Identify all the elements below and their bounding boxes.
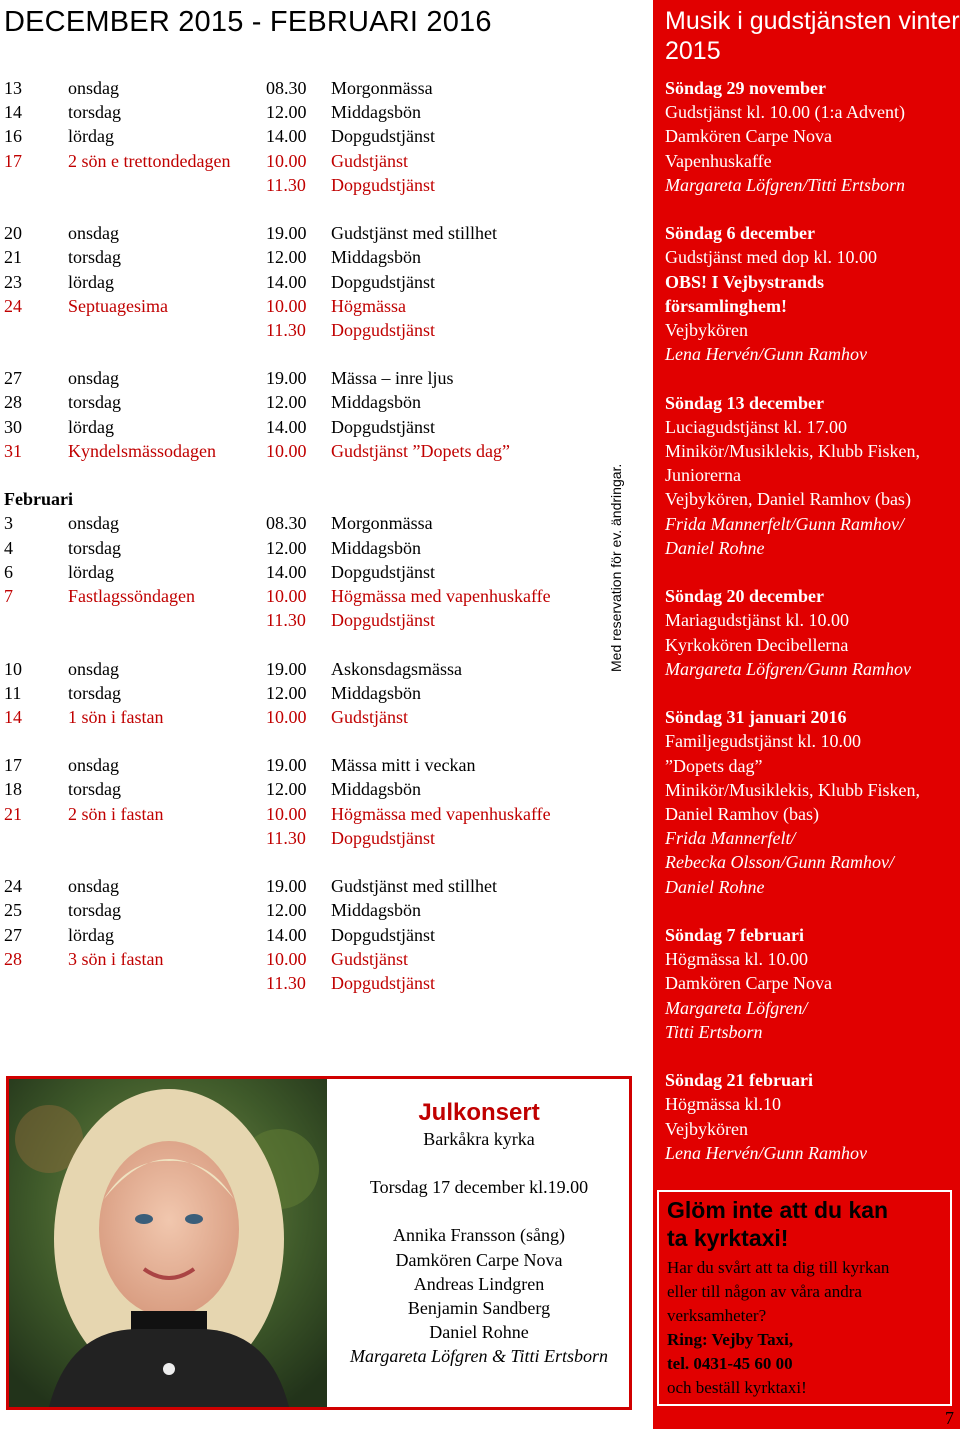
schedule-day-name: lördag — [68, 416, 114, 437]
sidebar-services — [653, 68, 960, 1165]
schedule-event: Gudstjänst — [331, 150, 409, 171]
schedule-row — [4, 511, 644, 535]
schedule-event: Dopgudstjänst — [331, 416, 436, 437]
schedule-time: 08.30 — [266, 513, 307, 534]
schedule-day: 18 — [4, 779, 22, 800]
schedule-row — [4, 826, 644, 850]
schedule-day: 28 — [4, 392, 22, 413]
schedule-day: 21 — [4, 803, 22, 824]
page-number: 7 — [945, 1408, 954, 1428]
schedule-time: 19.00 — [266, 658, 307, 679]
schedule-row — [4, 318, 644, 342]
schedule-row — [4, 294, 644, 318]
schedule-event: Middagsbön — [331, 900, 421, 921]
schedule-day: 17 — [4, 150, 22, 171]
service-detail: Lena Hervén/Gunn Ramhov — [665, 344, 867, 365]
taxi-heading: ta kyrktaxi! — [667, 1225, 789, 1251]
schedule-row — [4, 439, 644, 463]
taxi-text: verksamheter? — [667, 1306, 767, 1325]
schedule-time: 12.00 — [266, 682, 307, 703]
schedule-day: 14 — [4, 102, 22, 123]
concert-info — [329, 1079, 629, 1369]
performer: Annika Fransson (sång) — [393, 1225, 565, 1246]
service-detail: Frida Mannerfelt/ — [665, 828, 796, 849]
schedule-row — [4, 608, 644, 632]
schedule-day: 21 — [4, 247, 22, 268]
service-detail: Vapenhuskaffe — [665, 150, 772, 171]
singer-photo — [9, 1079, 327, 1407]
schedule-event: Dopgudstjänst — [331, 827, 436, 848]
service-detail: Rebecka Olsson/Gunn Ramhov/ — [665, 852, 894, 873]
schedule-time: 14.00 — [266, 924, 307, 945]
schedule-day-name: onsdag — [68, 78, 119, 98]
service-detail: Högmässa kl. 10.00 — [665, 949, 808, 970]
schedule-event: Gudstjänst — [331, 706, 409, 727]
schedule-day: 10 — [4, 658, 22, 679]
service-block — [665, 1068, 960, 1165]
schedule-event: Högmässa med vapenhuskaffe — [331, 803, 551, 824]
schedule-row — [4, 971, 644, 995]
service-detail: Margareta Löfgren/Gunn Ramhov — [665, 658, 911, 679]
schedule-row — [4, 173, 644, 197]
service-detail: ”Dopets dag” — [665, 755, 763, 776]
concert-time: Torsdag 17 december kl.19.00 — [369, 1177, 589, 1198]
schedule-event: Mässa – inre ljus — [331, 368, 454, 389]
schedule-day-name: Kyndelsmässodagen — [68, 440, 216, 461]
schedule-row — [4, 536, 644, 560]
schedule-event: Dopgudstjänst — [331, 610, 436, 631]
schedule-time: 12.00 — [266, 900, 307, 921]
schedule-row — [4, 923, 644, 947]
schedule-time: 11.30 — [266, 174, 306, 195]
schedule-time: 10.00 — [266, 585, 307, 606]
schedule-event: Dopgudstjänst — [331, 271, 436, 292]
schedule-day: 16 — [4, 126, 22, 147]
schedule-day: 25 — [4, 900, 22, 921]
service-block — [665, 76, 960, 197]
concert-venue: Barkåkra kyrka — [423, 1129, 535, 1149]
schedule-day-name: lördag — [68, 271, 114, 292]
taxi-box — [657, 1190, 952, 1406]
service-date: församlinghem! — [665, 295, 787, 316]
schedule-day: 6 — [4, 561, 13, 582]
schedule-day-name: lördag — [68, 126, 114, 147]
schedule-time: 19.00 — [266, 755, 307, 776]
schedule-day-name: onsdag — [68, 755, 119, 776]
schedule-day-name: Fastlagssöndagen — [68, 585, 195, 606]
schedule-event: Morgonmässa — [331, 78, 433, 98]
service-detail: Lena Hervén/Gunn Ramhov — [665, 1142, 867, 1163]
schedule-event: Gudstjänst — [331, 948, 409, 969]
schedule-event: Askonsdagsmässa — [331, 658, 462, 679]
service-detail: Juniorerna — [665, 465, 741, 486]
schedule-row — [4, 898, 644, 922]
service-detail: Familjegudstjänst kl. 10.00 — [665, 731, 861, 752]
taxi-text: och beställ kyrktaxi! — [667, 1378, 807, 1397]
service-detail: Gudstjänst med dop kl. 10.00 — [665, 247, 877, 268]
schedule-day: 27 — [4, 368, 22, 389]
schedule-day: 3 — [4, 513, 13, 534]
schedule-event: Gudstjänst ”Dopets dag” — [331, 440, 510, 461]
schedule-day-name: 1 sön i fastan — [68, 706, 164, 727]
concert-credit: Margareta Löfgren & Titti Ertsborn — [349, 1346, 609, 1367]
concert-box — [6, 1076, 632, 1410]
schedule-day: 28 — [4, 948, 22, 969]
schedule-day-name: torsdag — [68, 900, 121, 921]
schedule-row — [4, 366, 644, 390]
sidebar-heading: Musik i gudstjänsten vinter 2015 — [665, 7, 960, 65]
schedule-row — [4, 560, 644, 584]
schedule-row — [4, 221, 644, 245]
schedule-time: 10.00 — [266, 295, 307, 316]
service-block — [665, 391, 960, 560]
schedule-day: 17 — [4, 755, 22, 776]
schedule-event: Middagsbön — [331, 247, 421, 268]
service-detail: Margareta Löfgren/ — [665, 997, 808, 1018]
schedule-day: 30 — [4, 416, 22, 437]
schedule-row — [4, 270, 644, 294]
service-block — [665, 923, 960, 1044]
service-detail: Vejbykören — [665, 320, 748, 341]
schedule-day-name: onsdag — [68, 368, 119, 389]
schedule-time: 19.00 — [266, 223, 307, 244]
performer: Damkören Carpe Nova — [395, 1249, 563, 1270]
schedule-time: 14.00 — [266, 271, 307, 292]
service-detail: Daniel Rohne — [665, 876, 765, 897]
service-detail: Daniel Rohne — [665, 537, 765, 558]
schedule-time: 11.30 — [266, 827, 306, 848]
schedule-row — [4, 124, 644, 148]
schedule-row — [4, 657, 644, 681]
schedule-row — [4, 874, 644, 898]
schedule-row — [4, 245, 644, 269]
service-detail: Mariagudstjänst kl. 10.00 — [665, 610, 849, 631]
schedule-row — [4, 705, 644, 729]
service-detail: Damkören Carpe Nova — [665, 126, 832, 147]
schedule-day-name: torsdag — [68, 682, 121, 703]
schedule-event: Dopgudstjänst — [331, 126, 436, 147]
service-date: Söndag 6 december — [665, 223, 815, 244]
service-date: OBS! I Vejbystrands — [665, 271, 825, 292]
service-detail: Vejbykören — [665, 1118, 748, 1139]
schedule-time: 19.00 — [266, 876, 307, 897]
schedule-row — [4, 415, 644, 439]
schedule-day-name: Septuagesima — [68, 295, 168, 316]
schedule-row — [4, 802, 644, 826]
schedule-day: 31 — [4, 440, 22, 461]
schedule-day: 23 — [4, 271, 22, 292]
reservation-note: Med reservation för ev. ändringar. — [608, 463, 624, 672]
service-date: Söndag 20 december — [665, 586, 824, 607]
schedule-day-name: torsdag — [68, 779, 121, 800]
schedule-event: Dopgudstjänst — [331, 924, 436, 945]
month-heading: Februari — [4, 489, 73, 510]
taxi-text: eller till någon av våra andra — [667, 1282, 862, 1301]
schedule-event: Morgonmässa — [331, 513, 433, 534]
service-detail: Margareta Löfgren/Titti Ertsborn — [665, 174, 906, 195]
schedule-time: 10.00 — [266, 803, 307, 824]
schedule-row — [4, 390, 644, 414]
schedule-day: 11 — [4, 682, 22, 703]
schedule-time: 10.00 — [266, 150, 307, 171]
taxi-text: Har du svårt att ta dig till kyrkan — [667, 1258, 890, 1277]
schedule-day: 14 — [4, 706, 22, 727]
schedule-time: 11.30 — [266, 972, 306, 993]
schedule-day-name: torsdag — [68, 102, 121, 123]
schedule-list — [4, 76, 644, 995]
schedule-day: 13 — [4, 78, 22, 98]
schedule-event: Dopgudstjänst — [331, 174, 436, 195]
schedule-event: Middagsbön — [331, 682, 421, 703]
schedule-row — [4, 947, 644, 971]
schedule-event: Gudstjänst med stillhet — [331, 223, 497, 244]
service-detail: Högmässa kl.10 — [665, 1094, 781, 1115]
schedule-event: Mässa mitt i veckan — [331, 755, 476, 776]
schedule-day-name: torsdag — [68, 392, 121, 413]
service-date: Söndag 31 januari 2016 — [665, 707, 847, 728]
schedule-event: Högmässa med vapenhuskaffe — [331, 585, 551, 606]
schedule-time: 12.00 — [266, 537, 307, 558]
schedule-time: 10.00 — [266, 706, 307, 727]
schedule-event: Dopgudstjänst — [331, 319, 436, 340]
schedule-row — [4, 76, 644, 100]
service-date: Söndag 7 februari — [665, 925, 805, 946]
schedule-day-name: 2 sön e trettondedagen — [68, 150, 231, 171]
performer: Daniel Rohne — [429, 1322, 529, 1343]
schedule-day: 7 — [4, 585, 13, 606]
service-detail: Kyrkokören Decibellerna — [665, 634, 849, 655]
page-title: DECEMBER 2015 - FEBRUARI 2016 — [4, 6, 492, 38]
schedule-time: 12.00 — [266, 102, 307, 123]
schedule-event: Dopgudstjänst — [331, 561, 436, 582]
schedule-day-name: onsdag — [68, 513, 119, 534]
schedule-day: 20 — [4, 223, 22, 244]
schedule-time: 14.00 — [266, 126, 307, 147]
schedule-time: 12.00 — [266, 779, 307, 800]
schedule-day: 24 — [4, 295, 22, 316]
schedule-event: Middagsbön — [331, 392, 421, 413]
service-detail: Gudstjänst kl. 10.00 (1:a Advent) — [665, 102, 905, 123]
concert-title: Julkonsert — [418, 1099, 540, 1126]
service-detail: Vejbykören, Daniel Ramhov (bas) — [665, 489, 911, 510]
service-detail: Titti Ertsborn — [665, 1021, 763, 1042]
schedule-event: Gudstjänst med stillhet — [331, 876, 497, 897]
schedule-row — [4, 777, 644, 801]
schedule-day-name: lördag — [68, 924, 114, 945]
service-detail: Minikör/Musiklekis, Klubb Fisken, — [665, 441, 921, 462]
schedule-day-name: onsdag — [68, 658, 119, 679]
schedule-event: Högmässa — [331, 295, 406, 316]
schedule-time: 14.00 — [266, 416, 307, 437]
service-detail: Minikör/Musiklekis, Klubb Fisken, — [665, 779, 921, 800]
schedule-event: Middagsbön — [331, 779, 421, 800]
schedule-day-name: lördag — [68, 561, 114, 582]
schedule-event: Middagsbön — [331, 537, 421, 558]
schedule-time: 11.30 — [266, 610, 306, 631]
service-block — [665, 705, 960, 899]
service-detail: Damkören Carpe Nova — [665, 973, 832, 994]
schedule-row — [4, 584, 644, 608]
schedule-day-name: onsdag — [68, 876, 119, 897]
service-block — [665, 221, 960, 366]
service-detail: Luciagudstjänst kl. 17.00 — [665, 416, 847, 437]
schedule-row — [4, 149, 644, 173]
performer: Benjamin Sandberg — [407, 1298, 551, 1319]
schedule-day-name: 3 sön i fastan — [68, 948, 164, 969]
schedule-row — [4, 681, 644, 705]
taxi-heading: Glöm inte att du kan — [667, 1197, 889, 1223]
service-date: Söndag 21 februari — [665, 1070, 814, 1091]
schedule-day: 24 — [4, 876, 22, 897]
service-date: Söndag 29 november — [665, 78, 827, 98]
schedule-event: Dopgudstjänst — [331, 972, 436, 993]
schedule-time: 19.00 — [266, 368, 307, 389]
performer: Andreas Lindgren — [413, 1273, 545, 1294]
schedule-time: 11.30 — [266, 319, 306, 340]
service-detail: Daniel Ramhov (bas) — [665, 804, 819, 825]
taxi-phone: tel. 0431-45 60 00 — [667, 1354, 793, 1373]
schedule-day-name: torsdag — [68, 537, 121, 558]
schedule-day: 4 — [4, 537, 13, 558]
schedule-time: 08.30 — [266, 78, 307, 98]
schedule-day-name: onsdag — [68, 223, 119, 244]
schedule-time: 14.00 — [266, 561, 307, 582]
schedule-time: 12.00 — [266, 247, 307, 268]
schedule-row — [4, 753, 644, 777]
schedule-row — [4, 100, 644, 124]
schedule-time: 10.00 — [266, 440, 307, 461]
service-date: Söndag 13 december — [665, 392, 824, 413]
service-block — [665, 584, 960, 681]
taxi-ring: Ring: Vejby Taxi, — [667, 1330, 794, 1349]
schedule-day-name: torsdag — [68, 247, 121, 268]
schedule-time: 12.00 — [266, 392, 307, 413]
service-detail: Frida Mannerfelt/Gunn Ramhov/ — [665, 513, 904, 534]
schedule-time: 10.00 — [266, 948, 307, 969]
schedule-day-name: 2 sön i fastan — [68, 803, 164, 824]
schedule-day: 27 — [4, 924, 22, 945]
schedule-event: Middagsbön — [331, 102, 421, 123]
